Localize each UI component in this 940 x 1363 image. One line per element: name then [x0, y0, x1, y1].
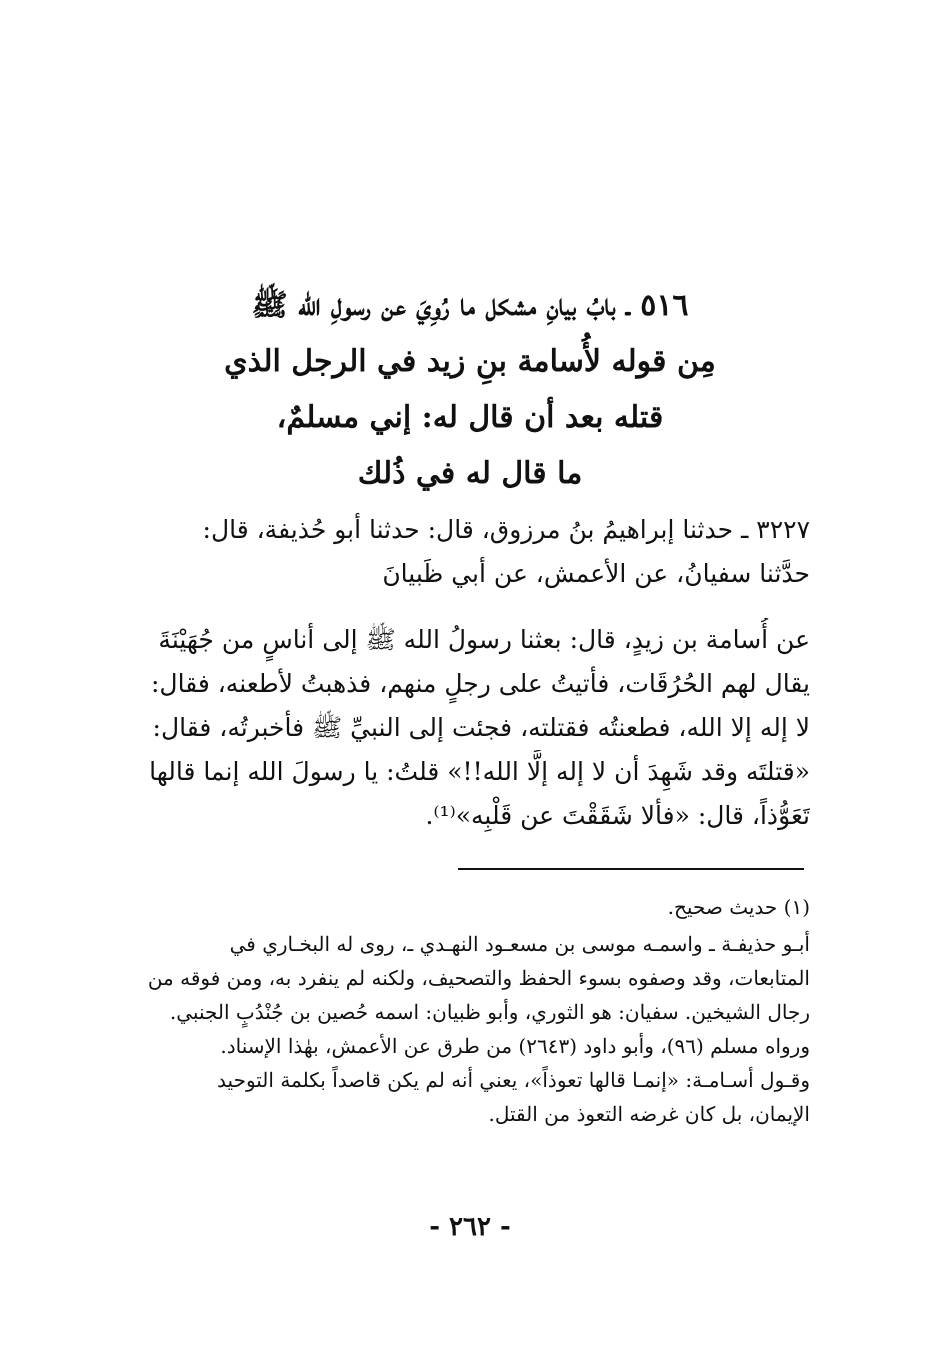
- page-number: - ٢٦٢ -: [429, 1212, 511, 1242]
- heading-line: مِن قوله لأُسامة بنِ زيد في الرجل الذي: [224, 344, 716, 379]
- footnote-line: (١) حديث صحيح.: [667, 895, 810, 919]
- matn-line: عن أُسامة بن زيدٍ، قال: بعثنا رسولُ الله ﷺ إلى أناسٍ من جُهَيْنَةَ: [158, 625, 810, 654]
- matn-line: يقال لهم الحُرُقَات، فأتيتُ على رجلٍ منهم، فذهبتُ لأطعنه، فقال:: [150, 669, 810, 698]
- matn-line: تَعَوُّذاً، قال: «فألا شَقَقْتَ عن قَلْبِه»⁽¹⁾.: [425, 801, 810, 830]
- heading-line: قتله بعد أن قال له: إني مسلمٌ،: [276, 400, 664, 435]
- footnotes: [100, 890, 810, 1131]
- footnote-line: أبـو حذيفـة ـ واسمـه موسى بن مسعـود النهـدي ـ، روى له البخـاري في: [229, 932, 810, 956]
- footnote-line: رجال الشيخين. سفيان: هو الثوري، وأبو ظبيان: اسمه حُصين بن جُنْدُبٍ الجنبي.: [169, 1000, 810, 1024]
- matn-line: لا إله إلا الله، فطعنتُه فقتلته، فجئت إلى النبيِّ ﷺ فأخبرتُه، فقال:: [152, 713, 810, 742]
- hadith-matn: [100, 618, 810, 838]
- footnote-line: الإيمان، بل كان غرضه التعوذ من القتل.: [488, 1102, 810, 1126]
- matn-line: «قتلتَه وقد شَهِدَ أن لا إله إلَّا الله!!» قلتُ: يا رسولَ الله إنما قالها: [149, 757, 810, 786]
- isnad-line: ٣٢٢٧ ـ حدثنا إبراهيمُ بنُ مرزوق، قال: حدثنا أبو حُذيفة، قال:: [202, 515, 810, 544]
- chapter-heading: [150, 278, 790, 502]
- hadith-isnad: [100, 508, 810, 596]
- footnote-line: المتابعات، وقد وصفوه بسوء الحفظ والتصحيف، ولكنه لم ينفرد به، ومن فوقه من: [147, 966, 810, 990]
- footnote-line: ورواه مسلم (٩٦)، وأبو داود (٢٦٤٣) من طرق عن الأعمش، بهٰذا الإسناد.: [220, 1034, 810, 1058]
- heading-line: ٥١٦ ـ بابُ بيانِ مشكل ما رُوِيَ عن رسولِ الله ﷺ: [251, 288, 689, 323]
- heading-line: ما قال له في ذُلك: [357, 456, 583, 491]
- isnad-line: حدَّثنا سفيانُ، عن الأعمش، عن أبي ظَبيانَ: [382, 559, 810, 588]
- footnote-line: وقـول أسـامـة: «إنمـا قالها تعوذاً»، يعني أنه لم يكن قاصداً بكلمة التوحيد: [217, 1068, 810, 1092]
- footnote-separator: [458, 868, 804, 870]
